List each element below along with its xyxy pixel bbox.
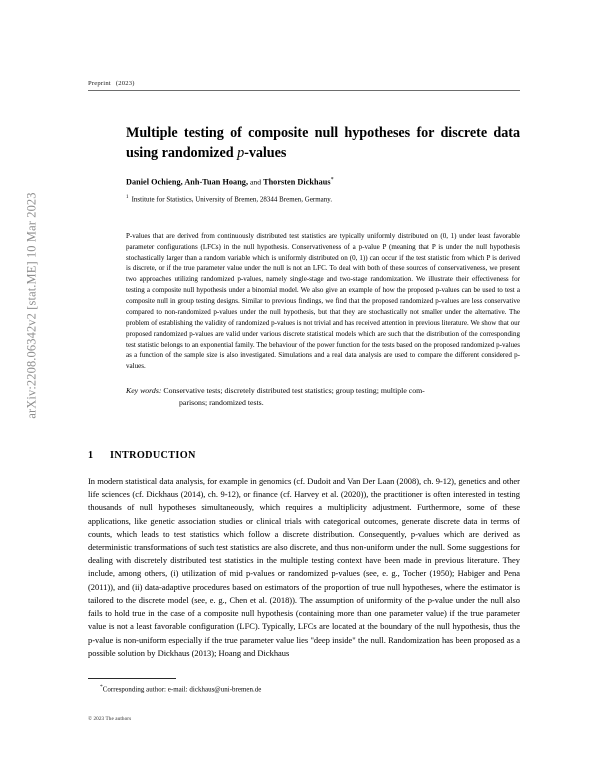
author-conjunction: and: [248, 177, 264, 187]
affiliation-text: Institute for Statistics, University of Bremen, 28344 Bremen, Germany.: [131, 195, 333, 203]
title-line-2-prefix: using randomized: [126, 144, 238, 161]
affiliation: [88, 195, 520, 203]
page-title: [126, 123, 520, 163]
copyright-notice: © 2023 The authors: [88, 716, 132, 722]
title-line-2-suffix: -values: [244, 144, 287, 161]
section-number: 1: [88, 449, 94, 461]
footnote-separator-rule: [88, 678, 176, 679]
footnote-text: Corresponding author: e-mail: dickhaus@uni-bremen.de: [102, 686, 262, 694]
author-names-last: Thorsten Dickhaus: [263, 177, 331, 187]
author-footnote-marker: *: [330, 176, 334, 183]
title-line-1: Multiple testing of composite null hypotheses for discrete data: [126, 124, 520, 141]
footnote: [100, 684, 520, 693]
keywords-line-1: Conservative tests; discretely distributed test statistics; group testing; multiple com-: [163, 386, 425, 396]
arxiv-identifier-stamp: arXiv:2208.06342v2 [stat.ME] 10 Mar 2023: [24, 192, 39, 419]
running-head-journal: Preprint: [88, 80, 111, 87]
keywords-label: Key words:: [126, 386, 162, 396]
title-math-variable: p: [237, 144, 245, 161]
footnote-marker: *: [100, 684, 103, 690]
body-paragraph: In modern statistical data analysis, for example in genomics (cf. Dudoit and Van Der Laan (2008), ch. 9-12), genetics and other life sciences (cf. Dickhaus (2014), ch. 9-12), or finance (cf. Harvey et al. (2020)), the practitioner is often interested in testing thousands of null hypotheses simultaneously, which requires a multiplicity adjustment. Furthermore, some of these applications, like genetic association studies or clinical trials with categorical outcomes, generate discrete data in terms of counts, which leads to test statistics which follow a discrete distribution. Consequently, p-values which are derived as deterministic transformations of such test statistics are also discrete, and thus non-uniform under the null. Some suggestions for dealing with discretely distributed test statistics in the multiple testing context have been made in previous literature. They include, among others, (i) utilization of mid p-values or randomized p-values (see, e. g., Tocher (1950); Habiger and Pena (2011)), and (ii) data-adaptive procedures based on estimators of the proportion of true null hypotheses, where the estimator is tailored to the discrete model (see, e. g., Chen et al. (2018)). The assumption of uniformity of the p-value under the null also fails to hold true in the case of a composite null hypothesis (containing more than one parameter value) if the true parameter value is not a least favorable configuration (LFC). Typically, LFCs are located at the boundary of the null hypothesis, thus the p-value is non-uniform especially if the true parameter value lies "deep inside" the null. Randomization has been proposed as a possible solution by Dickhaus (2013); Hoang and Dickhaus: [88, 475, 520, 658]
affiliation-marker: 1: [126, 194, 129, 200]
abstract: P-values that are derived from continuously distributed test statistics are typically uniformly distributed on (0, 1) under least favorable parameter configurations (LFCs) in the null hypothesis. Conservativeness of a p-value P (meaning that P is under the null hypothesis stochastically larger than a random variable which is uniformly distributed on (0, 1)) can occur if the test statistic from which P is derived is discrete, or if the true parameter value under the null is not an LFC. To deal with both of these sources of conservativeness, we present two approaches utilizing randomized p-values, namely single-stage and two-stage randomization. We illustrate their effectiveness for testing a composite null hypothesis under a binomial model. We also give an example of how the proposed p-values can be used to test a composite null in group testing designs. Similar to previous findings, we find that the proposed randomized p-values are less conservative compared to non-randomized p-values under the null hypothesis, but that they are stochastically not smaller under the alternative. The problem of establishing the validity of randomized p-values is not trivial and has received attention in previous literature. We show that our proposed randomized p-values are valid under various discrete statistical models which are such that the distribution of the corresponding test statistic belongs to an exponential family. The behaviour of the power function for the tests based on the proposed randomized p-values as a function of the sample size is also investigated. Simulations and a real data analysis are used to compare the different considered p-values.: [126, 231, 520, 371]
author-names-first: Daniel Ochieng, Anh-Tuan Hoang,: [126, 177, 249, 187]
section-title: INTRODUCTION: [110, 449, 196, 461]
paper-content-column: [88, 80, 520, 660]
section-heading-introduction: [88, 450, 520, 461]
author-list: [88, 177, 520, 187]
keywords-line-2: parisons; randomized tests.: [179, 398, 264, 408]
running-head: [88, 80, 520, 91]
keywords: [88, 385, 520, 409]
title-block: [88, 123, 520, 163]
running-head-year: (2023): [115, 80, 135, 87]
